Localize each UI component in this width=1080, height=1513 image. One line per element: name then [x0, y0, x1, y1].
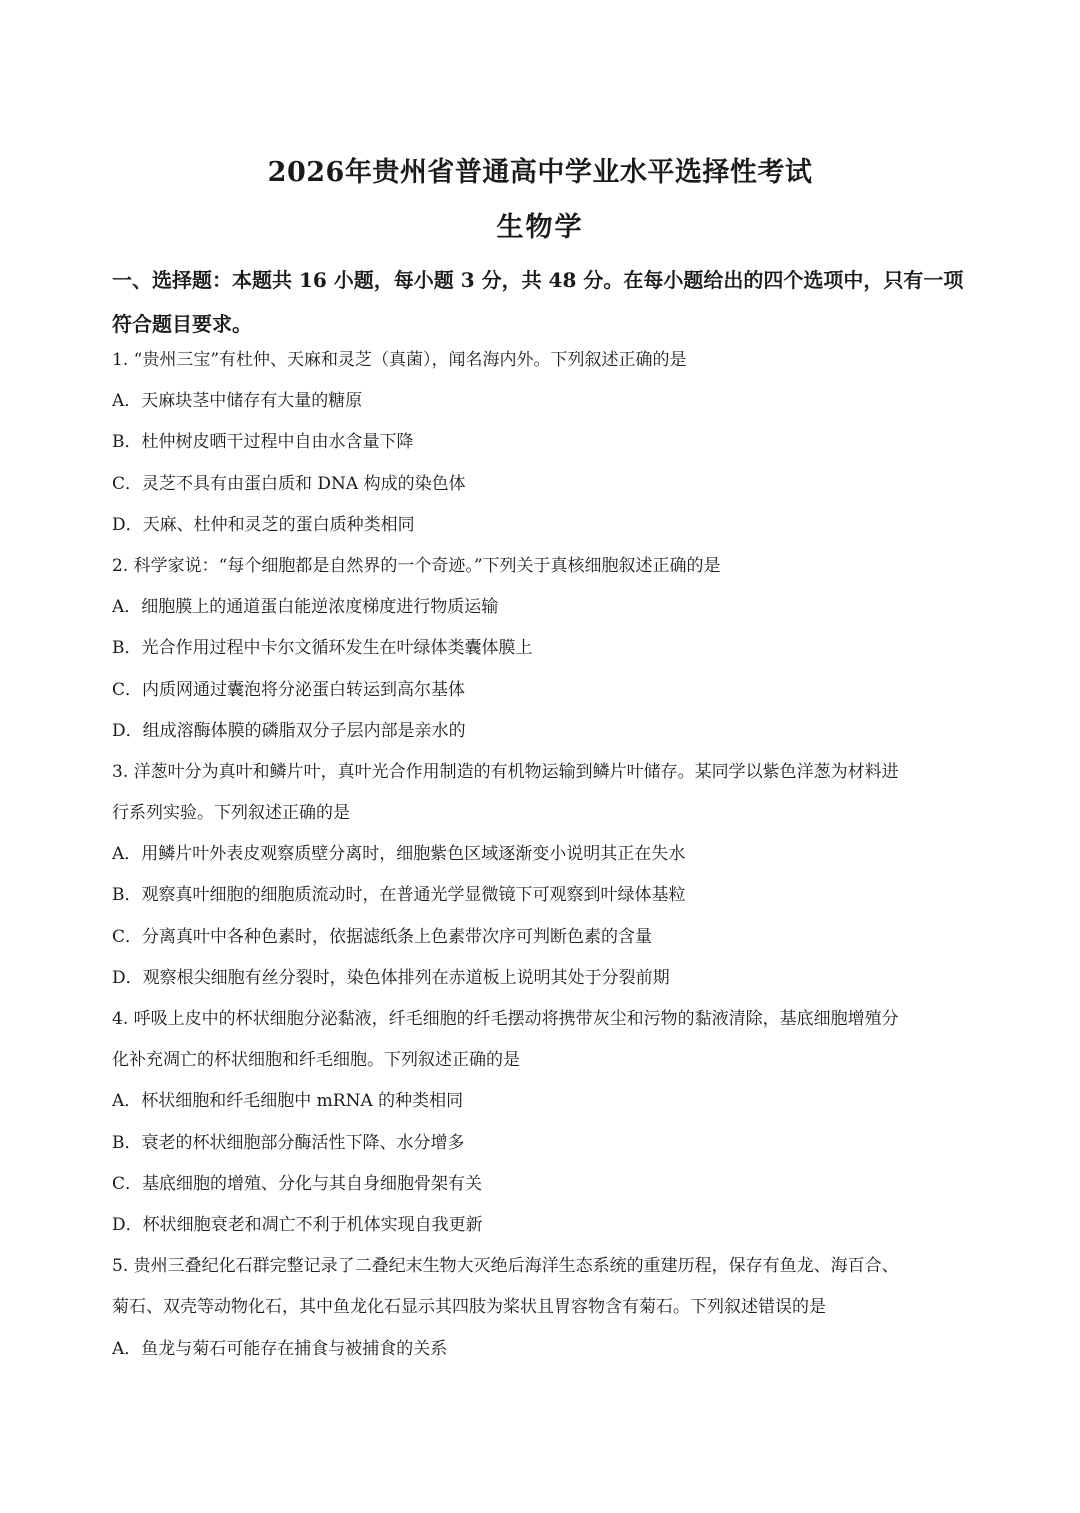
- question-3-option-a: A．用鳞片叶外表皮观察质壁分离时，细胞紫色区域逐渐变小说明其正在失水: [112, 844, 686, 865]
- question-3-option-b: B．观察真叶细胞的细胞质流动时，在普通光学显微镜下可观察到叶绿体基粒: [112, 885, 686, 906]
- question-2-stem: 2. 科学家说：“每个细胞都是自然界的一个奇迹。”下列关于真核细胞叙述正确的是: [112, 555, 721, 576]
- question-4-option-a: A．杯状细胞和纤毛细胞中 mRNA 的种类相同: [112, 1091, 464, 1112]
- section-heading: [112, 258, 972, 346]
- question-1-stem: 1. “贵州三宝”有杜仲、天麻和灵芝（真菌），闻名海内外。下列叙述正确的是: [112, 350, 687, 370]
- section-heading-line: 一、选择题：本题共 16 小题，每小题 3 分，共 48 分。在每小题给出的四个选项中，只有一项: [112, 268, 964, 292]
- question-1-option-b: B．杜仲树皮晒干过程中自由水含量下降: [112, 432, 414, 453]
- question-5-option-a: A．鱼龙与菊石可能存在捕食与被捕食的关系: [112, 1338, 448, 1359]
- question-3-option-c: C．分离真叶中各种色素时，依据滤纸条上色素带次序可判断色素的含量: [112, 926, 653, 947]
- question-5-stem-cont: 菊石、双壳等动物化石，其中鱼龙化石显示其四肢为桨状且胃容物含有菊石。下列叙述错误的是: [112, 1297, 826, 1318]
- question-3-option-d: D．观察根尖细胞有丝分裂时，染色体排列在赤道板上说明其处于分裂前期: [112, 967, 670, 988]
- question-2-option-b: B．光合作用过程中卡尔文循环发生在叶绿体类囊体膜上: [112, 638, 533, 659]
- exam-subject: 生物学: [496, 212, 584, 243]
- question-4-stem-cont: 化补充凋亡的杯状细胞和纤毛细胞。下列叙述正确的是: [112, 1050, 520, 1071]
- question-2-option-c: C．内质网通过囊泡将分泌蛋白转运到高尔基体: [112, 679, 466, 700]
- question-2-option-d: D．组成溶酶体膜的磷脂双分子层内部是亲水的: [112, 720, 466, 741]
- question-2-option-a: A．细胞膜上的通道蛋白能逆浓度梯度进行物质运输: [112, 597, 499, 618]
- section-heading-line: 符合题目要求。: [112, 312, 252, 336]
- question-1-option-a: A．天麻块茎中储存有大量的糖原: [112, 391, 363, 412]
- question-4-option-b: B．衰老的杯状细胞部分酶活性下降、水分增多: [112, 1132, 465, 1153]
- question-3-stem-cont: 行系列实验。下列叙述正确的是: [112, 803, 350, 824]
- question-1-option-d: D．天麻、杜仲和灵芝的蛋白质种类相同: [112, 514, 415, 535]
- question-list: [112, 340, 972, 1370]
- question-4-option-c: C．基底细胞的增殖、分化与其自身细胞骨架有关: [112, 1173, 483, 1194]
- question-3-stem: 3. 洋葱叶分为真叶和鳞片叶，真叶光合作用制造的有机物运输到鳞片叶储存。某同学以紫色洋葱为材料进: [112, 761, 899, 782]
- question-4-stem: 4. 呼吸上皮中的杯状细胞分泌黏液，纤毛细胞的纤毛摆动将携带灰尘和污物的黏液清除，基底细胞增殖分: [112, 1009, 899, 1029]
- question-5-stem: 5. 贵州三叠纪化石群完整记录了二叠纪末生物大灭绝后海洋生态系统的重建历程，保存有鱼龙、海百合、: [112, 1256, 899, 1277]
- question-4-option-d: D．杯状细胞衰老和凋亡不利于机体实现自我更新: [112, 1214, 483, 1235]
- question-1-option-c: C．灵芝不具有由蛋白质和 DNA 构成的染色体: [112, 473, 466, 494]
- exam-title: 2026年贵州省普通高中学业水平选择性考试: [267, 157, 813, 188]
